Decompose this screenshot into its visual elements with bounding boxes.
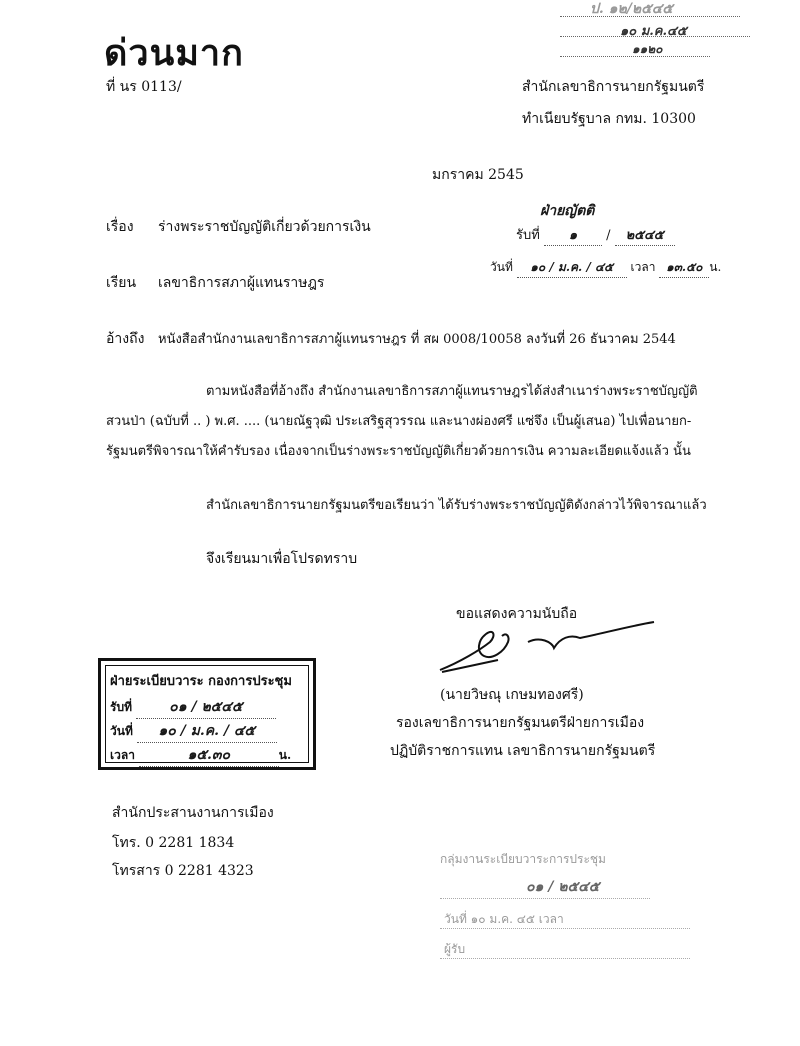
agenda-stamp-time-label: เวลา xyxy=(110,748,135,762)
faint-stamp-rule-2 xyxy=(440,928,690,929)
agenda-stamp-time-value: ๑๕.๓๐ xyxy=(139,744,279,767)
date-month-year: มกราคม 2545 xyxy=(432,167,524,183)
top-stamp-rule-3 xyxy=(560,56,710,57)
agenda-stamp-date-value: ๑๐ / ม.ค. / ๔๕ xyxy=(137,720,277,743)
signatory-title-2: ปฏิบัติราชการแทน เลขาธิการนายกรัฐมนตรี xyxy=(390,743,656,759)
signature xyxy=(430,612,670,680)
faint-stamp-line3: วันที่ ๑๐ ม.ค. ๔๕ เวลา xyxy=(444,912,564,926)
agenda-stamp-time-suffix: น. xyxy=(278,748,292,762)
signatory-name: (นายวิษณุ เกษมทองศรี) xyxy=(440,687,584,703)
body-para1-line3: รัฐมนตรีพิจารณาให้คำรับรอง เนื่องจากเป็นร่างพระราชบัญญัติเกี่ยวด้วยการเงิน ความละเอียดแจ้งแล้ว นั้น xyxy=(106,444,691,459)
agenda-stamp xyxy=(98,658,316,770)
agenda-stamp-title: ฝ่ายระเบียบวาระ กองการประชุม xyxy=(110,674,292,689)
receipt-stamp-no-year: ๒๕๔๕ xyxy=(615,224,675,246)
subject-label: เรื่อง xyxy=(106,219,134,235)
agenda-stamp-no-label: รับที่ xyxy=(110,700,132,714)
top-stamp-line3: ๑๑๒๐ xyxy=(632,42,663,56)
reference-label: อ้างถึง xyxy=(106,331,145,347)
receipt-stamp-title: ฝ่ายญัตติ xyxy=(540,203,595,219)
footer-fax: โทรสาร 0 2281 4323 xyxy=(112,863,254,879)
faint-stamp-line2: ๐๑ / ๒๕๔๕ xyxy=(526,879,600,895)
signatory-title-1: รองเลขาธิการนายกรัฐมนตรีฝ่ายการเมือง xyxy=(396,715,645,731)
urgency-heading: ด่วนมาก xyxy=(104,32,244,74)
receipt-stamp-no-label: รับที่ xyxy=(516,228,540,243)
addressee-text: เลขาธิการสภาผู้แทนราษฎร xyxy=(158,275,325,291)
sender-line-2: ทำเนียบรัฐบาล กทม. 10300 xyxy=(522,111,696,127)
receipt-stamp-time-label: เวลา xyxy=(630,260,656,274)
agenda-stamp-inner-border xyxy=(105,665,309,763)
top-stamp-line1: ป. ๑๒/๒๕๔๕ xyxy=(590,1,673,17)
top-stamp-line2: ๑๐ ม.ค.๔๕ xyxy=(620,24,687,39)
body-para1-line1: ตามหนังสือที่อ้างถึง สำนักงานเลขาธิการสภาผู้แทนราษฎรได้ส่งสำเนาร่างพระราชบัญญัติ xyxy=(206,384,698,399)
top-stamp-rule-1 xyxy=(560,16,740,17)
receipt-stamp-time-suffix: น. xyxy=(709,260,722,274)
faint-stamp-rule-1 xyxy=(440,898,650,899)
receipt-stamp-no-value: ๑ xyxy=(544,224,602,246)
agenda-stamp-date-row xyxy=(110,720,277,743)
agenda-stamp-time-row xyxy=(110,744,291,767)
reference-number: ที่ นร 0113/ xyxy=(106,79,182,95)
subject-text: ร่างพระราชบัญญัติเกี่ยวด้วยการเงิน xyxy=(158,219,371,235)
body-para2: สำนักเลขาธิการนายกรัฐมนตรีขอเรียนว่า ได้รับร่างพระราชบัญญัติดังกล่าวไว้พิจารณาแล้ว xyxy=(206,498,707,513)
footer-office: สำนักประสานงานการเมือง xyxy=(112,805,274,821)
body-para3: จึงเรียนมาเพื่อโปรดทราบ xyxy=(206,551,358,567)
receipt-stamp-time-value: ๑๓.๕๐ xyxy=(659,258,709,278)
faint-stamp-line4: ผู้รับ xyxy=(444,942,466,956)
agenda-stamp-no-row xyxy=(110,696,276,719)
faint-stamp-line1: กลุ่มงานระเบียบวาระการประชุม xyxy=(440,852,606,866)
receipt-stamp-date xyxy=(490,258,721,278)
sender-line-1: สำนักเลขาธิการนายกรัฐมนตรี xyxy=(522,79,705,95)
agenda-stamp-no-value: ๐๑ / ๒๕๔๕ xyxy=(136,696,276,719)
reference-text: หนังสือสำนักงานเลขาธิการสภาผู้แทนราษฎร ที่ สผ 0008/10058 ลงวันที่ 26 ธันวาคม 2544 xyxy=(158,332,676,347)
receipt-stamp-date-label: วันที่ xyxy=(490,260,513,274)
closing: ขอแสดงความนับถือ xyxy=(456,606,578,622)
footer-tel: โทร. 0 2281 1834 xyxy=(112,835,235,851)
agenda-stamp-date-label: วันที่ xyxy=(110,724,133,738)
receipt-stamp-date-value: ๑๐ / ม.ค. / ๔๕ xyxy=(517,258,627,278)
receipt-stamp-number: รับที่ ๑ / ๒๕๔๕ xyxy=(516,224,675,246)
addressee-label: เรียน xyxy=(106,275,137,291)
top-stamp-rule-2 xyxy=(560,36,750,37)
faint-stamp-rule-3 xyxy=(440,958,690,959)
body-para1-line2: สวนป่า (ฉบับที่ .. ) พ.ศ. .... (นายณัฐวุฒิ ประเสริฐสุวรรณ และนางผ่องศรี แซ่จึง เป็นผู้เสนอ) ไปเพื่อนายก- xyxy=(106,414,692,429)
